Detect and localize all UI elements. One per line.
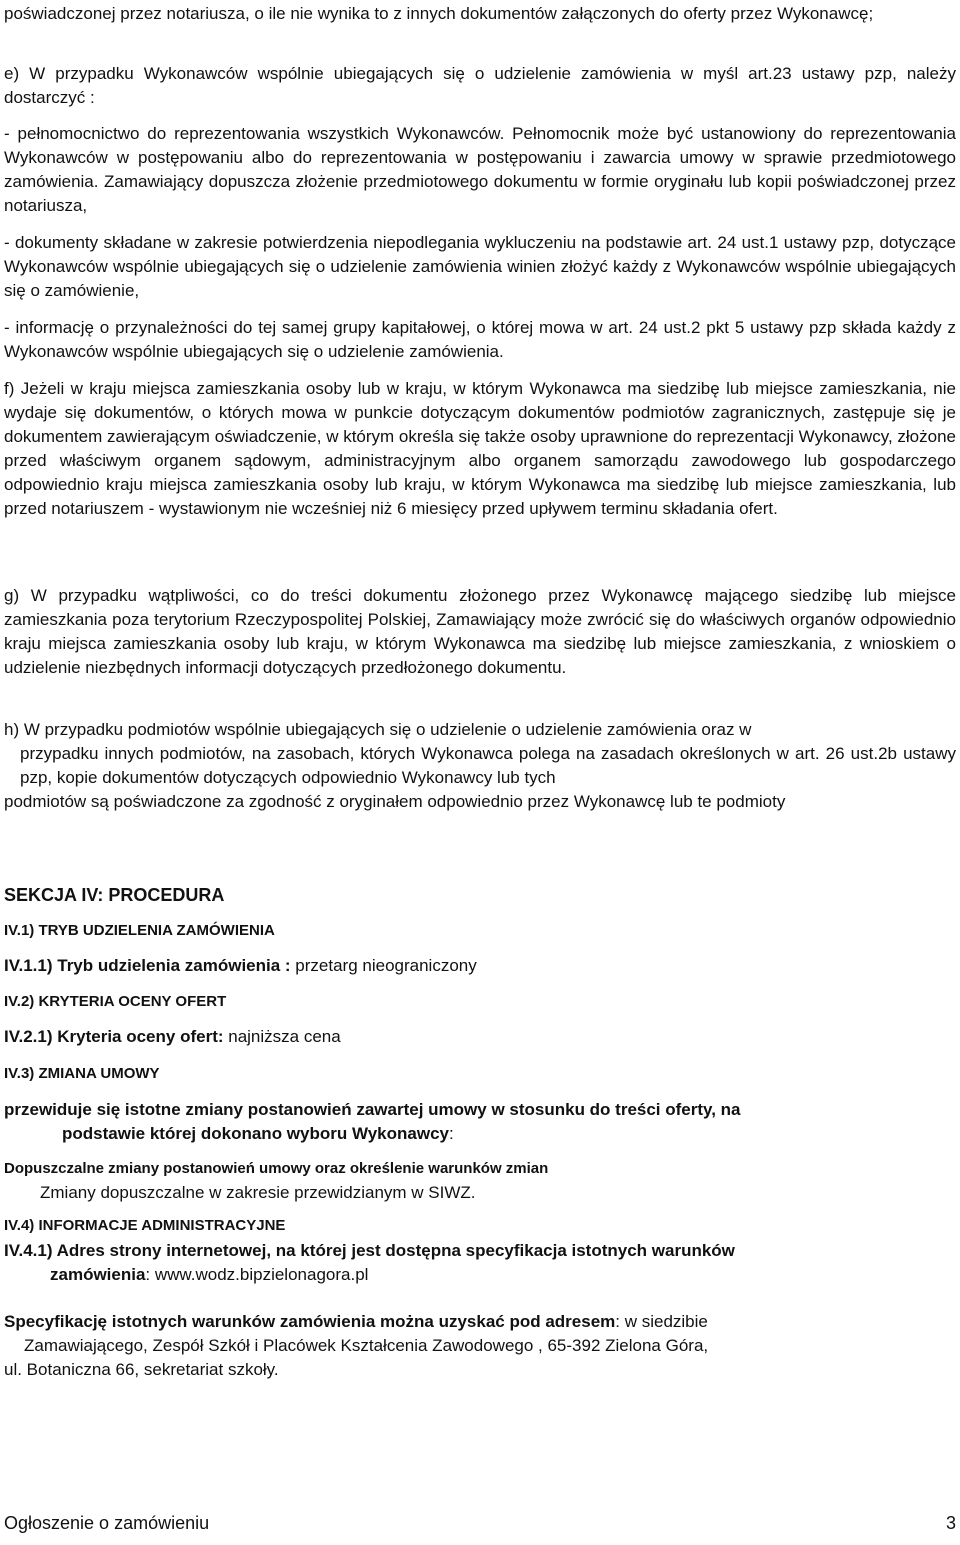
label-iv11: IV.1.1) Tryb udzielenia zamówienia : [4, 956, 291, 975]
paragraph-h-indented: przypadku innych podmiotów, na zasobach, których Wykonawca polega na zasadach określonych w art. 26 ust.2b ustawy pzp, kopie dokumentów dotyczących odpowiednio Wykonawcy lub tych [20, 744, 956, 787]
heading-iv3: IV.3) ZMIANA UMOWY [4, 1065, 160, 1082]
paragraph-informacja: - informację o przynależności do tej samej grupy kapitałowej, o której mowa w art. 24 ust.2 pkt 5 ustawy pzp składa każdy z Wykonawców wspólnie ubiegających się o udzielenie zamówienia. [4, 318, 956, 361]
paragraph-f: f) Jeżeli w kraju miejsca zamieszkania osoby lub w kraju, w którym Wykonawca ma siedzibę lub miejsce zamieszkania, nie wydaje się dokumentów, o których mowa w punkcie dotyczącym dokumentów podmiotów zagranicznych, zastępuje się je dokumentem zawierającym oświadczenie, w którym określa się także osoby uprawnione do reprezentacji Wykonawcy, złożone przed właściwym organem sądowym, administracyjnym albo organem samorządu zawodowego lub gospodarczego odpowiednio kraju miejsca zamieszkania osoby lub kraju, w którym Wykonawca ma siedzibę lub miejsce zamieszkania, lub przed notariuszem - wystawionym nie wcześniej niż 6 miesięcy przed upływem terminu składania ofert. [4, 379, 956, 518]
zmiana-line-1: przewiduje się istotne zmiany postanowień zawartej umowy w stosunku do treści oferty, na [4, 1100, 741, 1119]
value-iv21: najniższa cena [223, 1027, 341, 1046]
line-iv21 [4, 1025, 341, 1049]
paragraph-h-first-line: h) W przypadku podmiotów wspólnie ubiegających się o udzielenie o udzielenie zamówienia oraz w [4, 720, 752, 739]
paragraph-pelnomocnictwo: - pełnomocnictwo do reprezentowania wszystkich Wykonawców. Pełnomocnik może być ustanowiony do reprezentowania Wykonawców w postępowaniu albo do reprezentowania w postępowaniu i zawarcia umowy w sprawie przedmiotowego zamówienia. Zamawiający dopuszcza złożenie przedmiotowego dokumentu w formie oryginału lub kopii poświadczonej przez notariusza, [4, 124, 956, 215]
spec-line-2: Zamawiającego, Zespół Szkół i Placówek Kształcenia Zawodowego , 65-392 Zielona Góra, [24, 1336, 709, 1355]
page-footer [4, 1513, 956, 1534]
iv41-line-2 [50, 1263, 368, 1287]
section-title: SEKCJA IV: PROCEDURA [4, 885, 225, 905]
paragraph-g: g) W przypadku wątpliwości, co do treści dokumentu złożonego przez Wykonawcę mającego siedzibę lub miejsce zamieszkania poza terytorium Rzeczypospolitej Polskiej, Zamawiający może zwrócić się do właściwych organów odpowiednio kraju miejsca zamieszkania osoby lub kraju, w którym Wykonawca ma siedzibę lub miejsce zamieszkania, z wnioskiem o udzielenie niezbędnych informacji dotyczących przedłożonego dokumentu. [4, 586, 956, 677]
paragraph-e: e) W przypadku Wykonawców wspólnie ubiegających się o udzielenie zamówienia w myśl art.23 ustawy pzp, należy dostarczyć : [4, 64, 956, 107]
spec-value: : w siedzibie [615, 1312, 708, 1331]
heading-iv2: IV.2) KRYTERIA OCENY OFERT [4, 993, 227, 1010]
footer-title: Ogłoszenie o zamówieniu [4, 1513, 210, 1533]
dopuszczalne-label: Dopuszczalne zmiany postanowień umowy oraz określenie warunków zmian [4, 1160, 549, 1177]
dopuszczalne-text: Zmiany dopuszczalne w zakresie przewidzianym w SIWZ. [40, 1183, 476, 1202]
line-iv11 [4, 954, 477, 978]
label-iv21: IV.2.1) Kryteria oceny ofert: [4, 1027, 224, 1046]
iv41-line-1: IV.4.1) Adres strony internetowej, na której jest dostępna specyfikacja istotnych warunków [4, 1241, 735, 1260]
paragraph-h-end: podmiotów są poświadczone za zgodność z oryginałem odpowiednio przez Wykonawcę lub te podmioty [4, 792, 786, 811]
iv41-label: zamówienia [50, 1265, 146, 1284]
spec-label: Specyfikację istotnych warunków zamówienia można uzyskać pod adresem [4, 1312, 616, 1331]
zmiana-line-2-bold: podstawie której dokonano wyboru Wykonawcy [62, 1124, 449, 1143]
spec-line-3: ul. Botaniczna 66, sekretariat szkoły. [4, 1360, 279, 1379]
page-number: 3 [945, 1513, 956, 1533]
value-iv11: przetarg nieograniczony [290, 956, 477, 975]
zmiana-colon: : [448, 1124, 454, 1143]
zmiana-line-2 [62, 1122, 454, 1146]
heading-iv1: IV.1) TRYB UDZIELENIA ZAMÓWIENIA [4, 922, 275, 939]
paragraph-continuation: poświadczonej przez notariusza, o ile nie wynika to z innych dokumentów załączonych do oferty przez Wykonawcę; [4, 4, 874, 23]
spec-line-1 [4, 1310, 708, 1334]
heading-iv4: IV.4) INFORMACJE ADMINISTRACYJNE [4, 1217, 286, 1234]
iv41-url: : www.wodz.bipzielonagora.pl [145, 1265, 369, 1284]
paragraph-dokumenty: - dokumenty składane w zakresie potwierdzenia niepodlegania wykluczeniu na podstawie art. 24 ust.1 ustawy pzp, dotyczące Wykonawców wspólnie ubiegających się o udzielenie zamówienia winien złożyć każdy z Wykonawców wspólnie ubiegających się o zamówienie, [4, 233, 956, 300]
